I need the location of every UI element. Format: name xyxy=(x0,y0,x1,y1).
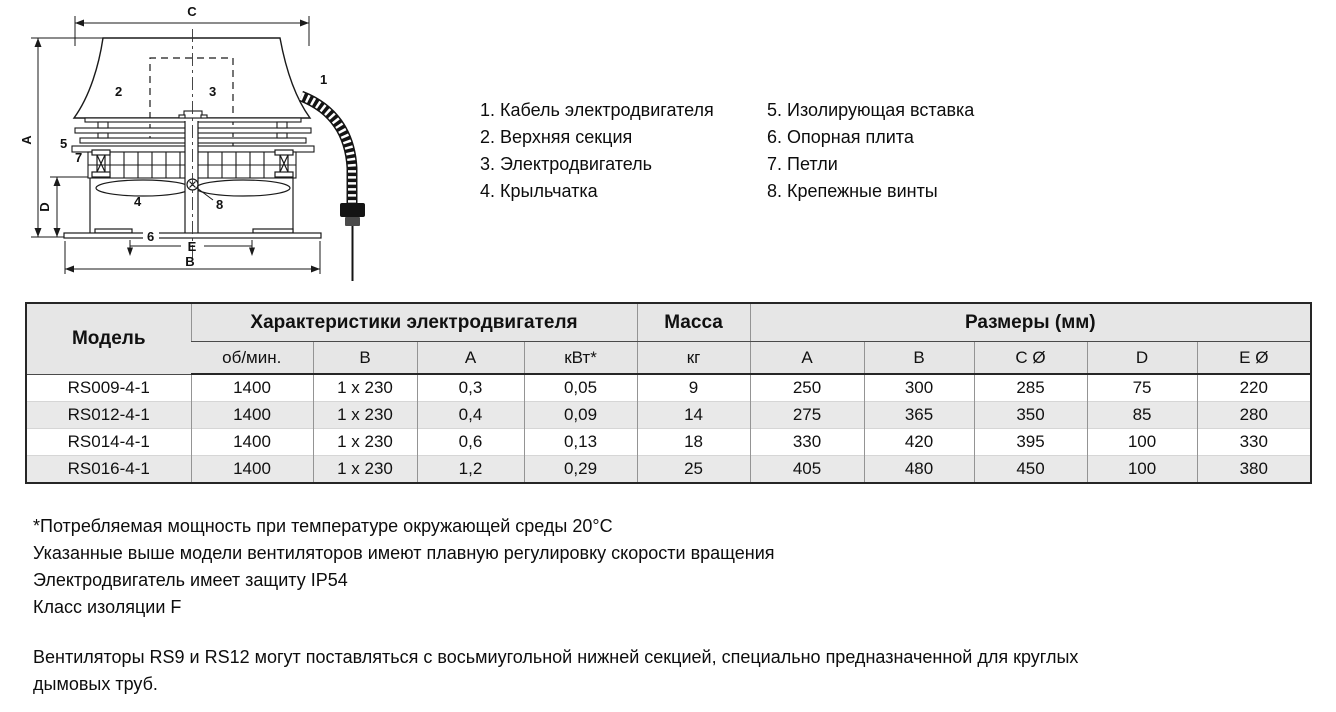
table-row xyxy=(26,456,1311,484)
value-cell: 0,05 xyxy=(524,374,637,402)
value-cell: 1400 xyxy=(191,456,313,484)
dim-label-d: D xyxy=(37,202,52,212)
value-cell: 1 x 230 xyxy=(313,456,417,484)
value-cell: 0,3 xyxy=(417,374,524,402)
value-cell: 1 x 230 xyxy=(313,429,417,456)
value-cell: 450 xyxy=(974,456,1087,484)
value-cell: 0,09 xyxy=(524,402,637,429)
dim-label-c: C xyxy=(187,4,197,19)
value-cell: 1,2 xyxy=(417,456,524,484)
value-cell: 250 xyxy=(750,374,864,402)
value-cell: 365 xyxy=(864,402,974,429)
motor-cable xyxy=(301,96,365,281)
value-cell: 420 xyxy=(864,429,974,456)
part-label-3: 3 xyxy=(209,84,217,99)
dim-label-e: E xyxy=(187,239,197,254)
value-cell: 25 xyxy=(637,456,750,484)
table-row xyxy=(26,374,1311,402)
value-cell: 75 xyxy=(1087,374,1197,402)
note-line: Класс изоляции F xyxy=(33,597,182,617)
col-header-kg: кг xyxy=(637,342,750,375)
col-header-dim-b: B xyxy=(864,342,974,375)
model-cell: RS016-4-1 xyxy=(26,456,191,484)
parts-legend-col1 xyxy=(480,97,714,205)
value-cell: 395 xyxy=(974,429,1087,456)
model-cell: RS009-4-1 xyxy=(67,377,150,397)
spec-table xyxy=(25,302,1312,484)
col-header-dim-d: D xyxy=(1087,342,1197,375)
part-label-8: 8 xyxy=(216,197,224,212)
part-label-6: 6 xyxy=(147,229,155,244)
col-header-rpm: об/мин. xyxy=(191,342,313,375)
legend-item: 1. Кабель электродвигателя xyxy=(480,100,714,120)
part-label-1: 1 xyxy=(320,72,328,87)
col-header-power: кВт* xyxy=(524,342,637,375)
value-cell: 100 xyxy=(1087,456,1197,484)
value-cell: 9 xyxy=(637,374,750,402)
value-cell: 14 xyxy=(637,402,750,429)
value-cell: 1 x 230 xyxy=(313,374,417,402)
col-group-mass: Масса xyxy=(637,303,750,342)
value-cell: 300 xyxy=(864,374,974,402)
col-header-dim-a: A xyxy=(750,342,864,375)
value-cell: 280 xyxy=(1197,402,1311,429)
value-cell: 275 xyxy=(750,402,864,429)
col-header-model: Модель xyxy=(26,303,191,374)
value-cell: 0,13 xyxy=(524,429,637,456)
value-cell: 0,6 xyxy=(417,429,524,456)
part-label-7: 7 xyxy=(75,150,83,165)
dim-label-a: A xyxy=(19,135,34,145)
legend-item: 5. Изолирующая вставка xyxy=(767,100,975,120)
col-group-motor: Характеристики электродвигателя xyxy=(191,303,637,342)
col-header-current: А xyxy=(417,342,524,375)
value-cell: 1400 xyxy=(191,374,313,402)
table-row xyxy=(26,429,1311,456)
col-header-dim-e: E Ø xyxy=(1197,342,1311,375)
value-cell: 85 xyxy=(1087,402,1197,429)
shaft xyxy=(185,121,198,233)
value-cell: 100 xyxy=(1087,429,1197,456)
part-label-4: 4 xyxy=(134,194,142,209)
note-line: Указанные выше модели вентиляторов имеют плавную регулировку скорости вращения xyxy=(33,543,775,563)
note-line: Электродвигатель имеет защиту IP54 xyxy=(33,570,348,590)
value-cell: 1 x 230 xyxy=(313,402,417,429)
legend-item: 2. Верхняя секция xyxy=(480,127,633,147)
value-cell: 1400 xyxy=(191,429,313,456)
dim-label-b: B xyxy=(185,254,195,269)
part-label-5: 5 xyxy=(60,136,68,151)
legend-item: 4. Крыльчатка xyxy=(480,181,598,201)
legend-item: 6. Опорная плита xyxy=(767,127,914,147)
value-cell: 380 xyxy=(1197,456,1311,484)
fan-dimension-drawing xyxy=(0,0,435,292)
col-group-dimensions: Размеры (мм) xyxy=(750,303,1311,342)
value-cell: 285 xyxy=(974,374,1087,402)
col-header-dim-c: C Ø xyxy=(974,342,1087,375)
value-cell: 0,4 xyxy=(417,402,524,429)
value-cell: 220 xyxy=(1197,374,1311,402)
value-cell: 330 xyxy=(750,429,864,456)
model-cell: RS014-4-1 xyxy=(26,429,191,456)
value-cell: 330 xyxy=(1197,429,1311,456)
value-cell: 18 xyxy=(637,429,750,456)
footer-paragraph: Вентиляторы RS9 и RS12 могут поставляться с восьмиугольной нижней секцией, специально предназначенной для круглых дымовых труб. xyxy=(33,647,1079,694)
part-label-2: 2 xyxy=(115,84,123,99)
value-cell: 350 xyxy=(974,402,1087,429)
legend-item: 8. Крепежные винты xyxy=(767,181,938,201)
value-cell: 480 xyxy=(864,456,974,484)
notes-block xyxy=(33,513,775,621)
parts-legend-col2 xyxy=(767,97,974,205)
table-row xyxy=(26,402,1311,429)
value-cell: 1400 xyxy=(191,402,313,429)
legend-item: 7. Петли xyxy=(767,154,838,174)
col-header-voltage: В xyxy=(313,342,417,375)
note-line: *Потребляемая мощность при температуре окружающей среды 20°C xyxy=(33,516,613,536)
hood-outline xyxy=(74,38,310,118)
value-cell: 405 xyxy=(750,456,864,484)
legend-item: 3. Электродвигатель xyxy=(480,154,653,174)
model-cell: RS012-4-1 xyxy=(26,402,191,429)
value-cell: 0,29 xyxy=(524,456,637,484)
